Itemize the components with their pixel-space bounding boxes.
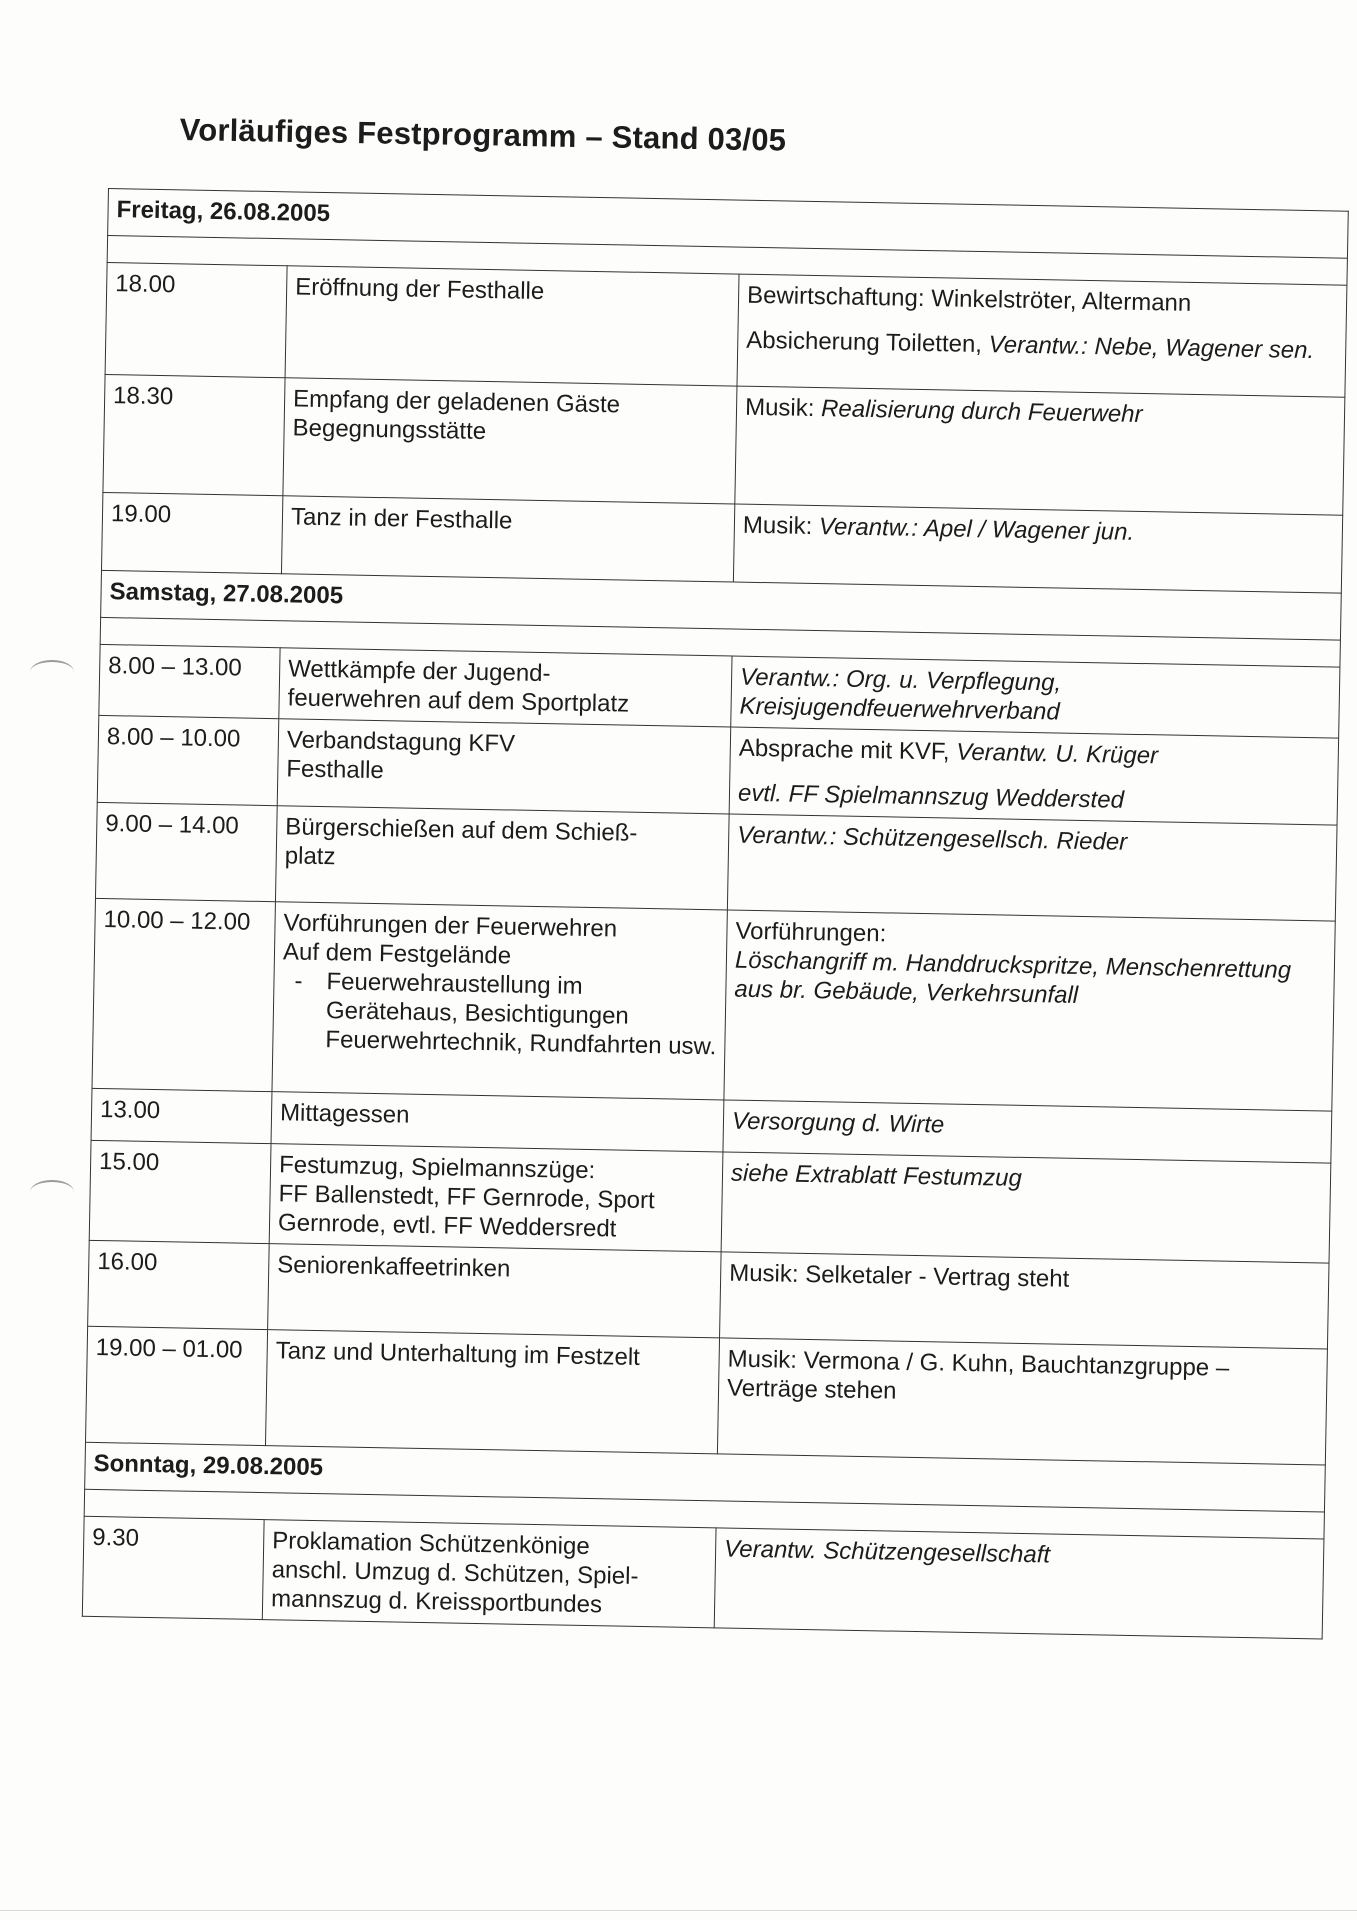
note-italic: Verantw.: Org. u. Verpflegung, Kreisjugendfeuerwehrverband <box>739 663 1062 726</box>
event-line: Seniorenkaffeetrinken <box>277 1251 511 1283</box>
note-italic: Verantw. Schützengesellschaft <box>723 1535 1051 1569</box>
event-cell <box>277 719 731 814</box>
note-line: Musik: Vermona / G. Kuhn, Bauchtanzgruppe – Verträge stehen <box>726 1345 1230 1405</box>
note-line <box>731 1159 1322 1199</box>
note-line <box>738 779 1329 819</box>
note-line: Musik: Selketaler - Vertrag steht <box>728 1259 1070 1293</box>
notes-cell <box>729 727 1339 825</box>
event-cell <box>285 266 739 386</box>
event-line: FF Ballenstedt, FF Gernrode, Sport Gernrode, evtl. FF Weddersredt <box>277 1180 655 1243</box>
note-italic: Verantw.: Apel / Wagener jun. <box>818 513 1135 546</box>
event-cell <box>281 496 734 582</box>
event-line: mannszug d. Kreissportbundes <box>270 1585 603 1619</box>
note-italic: Realisierung durch Feuerwehr <box>820 395 1143 428</box>
time-cell: 13.00 <box>91 1088 272 1143</box>
time-cell: 8.00 – 13.00 <box>99 644 280 718</box>
note-italic: Löschangriff m. Handdruckspritze, Menschenrettung aus br. Gebäude, Verkehrsunfall <box>734 946 1292 1009</box>
event-line: Vorführungen der Feuerwehren <box>283 909 618 943</box>
note-italic: evtl. FF Spielmannszug Weddersted <box>737 779 1125 814</box>
event-line: Eröffnung der Festhalle <box>294 273 545 306</box>
event-line: Festhalle <box>286 755 385 785</box>
time-cell: 19.00 <box>101 492 282 573</box>
time-cell: 9.30 <box>82 1516 264 1619</box>
program-body <box>82 189 1348 1639</box>
notes-cell <box>721 1152 1331 1263</box>
note-italic: Verantw.: Schützengesellsch. Rieder <box>736 821 1128 856</box>
time-cell: 16.00 <box>88 1240 270 1329</box>
notes-cell <box>735 386 1345 515</box>
note-line: Absprache mit KVF, Verantw. U. Krüger <box>738 734 1159 770</box>
note-line <box>739 663 1331 732</box>
program-table-wrapper <box>82 188 1348 1639</box>
event-line: Mittagessen <box>279 1099 410 1129</box>
event-cell <box>271 1092 724 1152</box>
event-line: Auf dem Festgelände <box>282 938 512 970</box>
punch-hole-mark <box>30 660 74 684</box>
event-line: Empfang der geladenen Gäste <box>292 385 621 419</box>
schedule-row <box>103 374 1345 515</box>
event-line: Verbandstagung KFV <box>286 726 516 758</box>
event-line: Tanz und Unterhaltung im Festzelt <box>275 1337 641 1371</box>
note-line: Bewirtschaftung: Winkelströter, Altermann <box>746 281 1192 317</box>
page-edge <box>0 1910 1357 1911</box>
day-header: Samstag, 27.08.2005 <box>101 570 1342 640</box>
day-header: Freitag, 26.08.2005 <box>108 189 1349 259</box>
notes-cell <box>720 1252 1330 1349</box>
event-cell <box>272 902 727 1100</box>
event-cell <box>275 806 729 910</box>
time-cell: 8.00 – 10.00 <box>97 715 279 805</box>
note-italic: Verantw. U. Krüger <box>955 738 1159 770</box>
notes-cell <box>731 656 1340 738</box>
time-cell: 19.00 – 01.00 <box>86 1326 268 1445</box>
event-cell <box>262 1520 716 1628</box>
schedule-row <box>86 1326 1328 1465</box>
notes-cell <box>714 1528 1324 1639</box>
note-italic: Versorgung d. Wirte <box>731 1107 945 1139</box>
event-line: Begegnungsstätte <box>292 414 487 445</box>
note-italic: Verantw.: Nebe, Wagener sen. <box>988 331 1315 365</box>
note-line <box>732 1107 1323 1147</box>
time-cell: 9.00 – 14.00 <box>95 802 277 901</box>
event-line: platz <box>284 842 336 871</box>
time-cell: 18.00 <box>105 262 287 377</box>
event-cell <box>268 1244 722 1338</box>
punch-hole-mark <box>30 1180 74 1204</box>
time-cell: 18.30 <box>103 374 285 495</box>
event-line: Wettkämpfe der Jugend- <box>287 655 551 688</box>
event-line: Festumzug, Spielmannszüge: <box>278 1151 596 1185</box>
event-line: Bürgerschießen auf dem Schieß- <box>285 813 638 847</box>
notes-cell <box>724 910 1335 1111</box>
note-line: Vorführungen: Löschangriff m. Handdruckspritze, Menschenrettung aus br. Gebäude, Verkehrsunfall <box>734 917 1327 1015</box>
notes-cell <box>717 1338 1327 1465</box>
event-cell <box>283 378 737 504</box>
event-cell <box>269 1144 723 1252</box>
event-subitem: - Feuerwehraustellung im Gerätehaus, Besichtigungen Feuerwehrtechnik, Rundfahrten usw. <box>294 967 717 1061</box>
event-line: Tanz in der Festhalle <box>290 503 513 535</box>
event-line: anschl. Umzug d. Schützen, Spiel- <box>271 1556 639 1590</box>
note-line <box>737 821 1328 861</box>
time-cell: 10.00 – 12.00 <box>92 898 275 1091</box>
note-line: Musik: Realisierung durch Feuerwehr <box>744 393 1143 428</box>
schedule-row <box>82 1516 1324 1639</box>
note-line: Musik: Verantw.: Apel / Wagener jun. <box>742 511 1135 546</box>
event-line: Proklamation Schützenkönige <box>271 1527 590 1561</box>
notes-cell <box>733 504 1342 593</box>
note-italic: siehe Extrablatt Festumzug <box>730 1159 1023 1192</box>
program-table <box>82 188 1349 1640</box>
time-cell: 15.00 <box>89 1140 271 1243</box>
event-cell <box>265 1330 719 1454</box>
event-line: feuerwehren auf dem Sportplatz <box>287 684 630 718</box>
day-header: Sonntag, 29.08.2005 <box>85 1442 1326 1512</box>
note-line <box>724 1535 1315 1575</box>
list-dash: - <box>294 967 303 995</box>
notes-cell <box>737 274 1347 397</box>
notes-cell <box>727 814 1337 921</box>
note-line: Absicherung Toiletten, Verantw.: Nebe, Wagener sen. <box>746 326 1315 365</box>
event-cell <box>279 648 732 727</box>
schedule-row <box>92 898 1335 1111</box>
document-title: Vorläufiges Festprogramm – Stand 03/05 <box>179 112 787 158</box>
